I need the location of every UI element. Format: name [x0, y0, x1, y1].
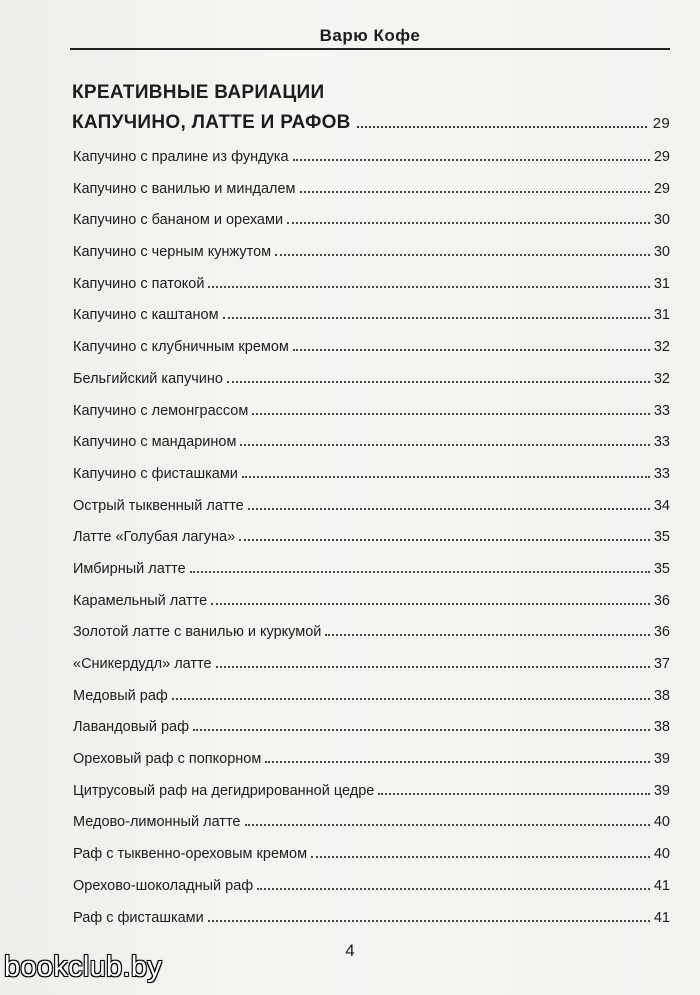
toc-entry-title: Капучино с черным кунжутом: [73, 244, 272, 261]
toc-entry-page: 32: [653, 339, 670, 356]
toc-entry[interactable]: [73, 719, 670, 751]
toc-entry-title: Капучино с каштаном: [73, 307, 219, 324]
dot-leader: [193, 729, 650, 731]
dot-leader: [227, 381, 650, 383]
dot-leader: [275, 254, 650, 256]
page-number: 4: [345, 941, 355, 960]
toc-entry[interactable]: [73, 814, 670, 846]
toc-entry[interactable]: [73, 244, 670, 276]
toc-entry-title: Ореховый раф с попкорном: [73, 751, 262, 768]
toc-entry[interactable]: [73, 149, 670, 181]
toc-entry-page: 29: [653, 149, 670, 165]
toc-entry-page: 40: [653, 846, 670, 863]
toc-entry-title: Золотой латте с ванилью и куркумой: [73, 624, 322, 641]
toc-entry-page: 36: [653, 624, 670, 641]
dot-leader: [211, 603, 650, 605]
toc-entry[interactable]: [73, 307, 670, 339]
toc-entry-page: 40: [653, 814, 670, 831]
toc-entry-title: Раф с тыквенно-ореховым кремом: [73, 846, 308, 863]
toc-entry-title: «Сникердудл» латте: [73, 656, 212, 672]
toc-entry-title: Медовый раф: [73, 687, 168, 704]
toc-entry-page: 41: [653, 877, 670, 894]
toc-entry-page: 36: [653, 592, 670, 609]
toc-entry-title: Капучино с патокой: [73, 275, 205, 292]
dot-leader: [216, 666, 650, 668]
dot-leader: [357, 126, 647, 128]
toc-entry[interactable]: [73, 529, 670, 561]
toc-entry-page: 39: [653, 782, 670, 799]
dot-leader: [287, 222, 650, 224]
toc-entry[interactable]: [73, 498, 670, 530]
toc-entry[interactable]: [73, 339, 670, 371]
toc-entry[interactable]: [73, 466, 670, 498]
dot-leader: [239, 539, 650, 541]
toc-entry-page: 31: [653, 307, 670, 324]
section-heading-line2-row: [72, 108, 670, 139]
dot-leader: [265, 761, 650, 763]
toc-entry[interactable]: [73, 688, 670, 720]
toc-entry[interactable]: [73, 656, 670, 688]
toc-entry[interactable]: [73, 846, 670, 878]
toc-entry-title: Капучино с лемонграссом: [73, 402, 249, 419]
toc-entry[interactable]: [73, 371, 670, 403]
dot-leader: [245, 824, 650, 826]
toc-entry[interactable]: [73, 593, 670, 625]
dot-leader: [325, 634, 649, 636]
toc-entry-page: 29: [653, 180, 670, 197]
toc-entry-title: Бельгийский капучино: [73, 370, 223, 387]
toc-entry[interactable]: [73, 434, 670, 466]
toc-entry[interactable]: [73, 751, 670, 783]
toc-entry-page: 37: [653, 656, 670, 672]
toc-entry-page: 33: [653, 434, 670, 451]
toc-entry-title: Острый тыквенный латте: [73, 497, 244, 514]
running-header: Варю Кофе: [319, 26, 421, 45]
section-heading-line1: КРЕАТИВНЫЕ ВАРИАЦИИ: [72, 82, 325, 103]
toc-entry-page: 32: [653, 370, 670, 387]
section-page-number: 29: [652, 115, 670, 132]
toc-entry-title: Капучино с бананом и орехами: [73, 212, 284, 229]
table-of-contents: [73, 149, 670, 941]
toc-entry-page: 35: [653, 529, 670, 546]
dot-leader: [190, 571, 650, 573]
dot-leader: [311, 856, 650, 858]
toc-entry-title: Капучино с клубничным кремом: [73, 339, 289, 356]
toc-entry[interactable]: [73, 783, 670, 815]
toc-entry-page: 38: [653, 719, 670, 736]
toc-entry-title: Латте «Голубая лагуна»: [73, 529, 236, 546]
toc-entry-title: Капучино с фисташками: [73, 465, 238, 482]
toc-entry-page: 38: [653, 687, 670, 704]
dot-leader: [248, 508, 650, 510]
toc-entry[interactable]: [73, 910, 670, 942]
toc-entry-title: Медово-лимонный латте: [73, 814, 241, 831]
toc-entry-page: 33: [653, 465, 670, 482]
toc-entry-title: Цитрусовый раф на дегидрированной цедре: [73, 782, 375, 799]
dot-leader: [293, 159, 650, 161]
toc-entry-page: 35: [653, 560, 670, 577]
toc-entry-title: Имбирный латте: [73, 560, 186, 577]
toc-entry-title: Лавандовый раф: [73, 719, 190, 736]
toc-entry-title: Капучино с ванилью и миндалем: [73, 180, 296, 197]
toc-entry-page: 41: [653, 909, 670, 926]
dot-leader: [257, 888, 650, 890]
section-heading-line2: КАПУЧИНО, ЛАТТЕ И РАФОВ: [72, 112, 351, 133]
toc-entry-title: Капучино с пралине из фундука: [73, 149, 289, 165]
toc-entry[interactable]: [73, 212, 670, 244]
toc-entry[interactable]: [73, 403, 670, 435]
toc-entry[interactable]: [73, 878, 670, 910]
header-divider: [70, 48, 670, 50]
dot-leader: [242, 476, 650, 478]
dot-leader: [300, 191, 650, 193]
dot-leader: [172, 698, 650, 700]
section-heading: [72, 78, 670, 139]
toc-entry[interactable]: [73, 624, 670, 656]
toc-entry-page: 39: [653, 751, 670, 768]
dot-leader: [208, 286, 649, 288]
dot-leader: [208, 920, 650, 922]
toc-entry[interactable]: [73, 276, 670, 308]
dot-leader: [223, 317, 650, 319]
toc-entry-page: 31: [653, 275, 670, 292]
toc-entry-title: Капучино с мандарином: [73, 434, 237, 451]
dot-leader: [293, 349, 650, 351]
toc-entry-page: 33: [653, 402, 670, 419]
dot-leader: [240, 444, 649, 446]
toc-entry-page: 30: [653, 212, 670, 229]
toc-entry[interactable]: [73, 561, 670, 593]
dot-leader: [252, 413, 650, 415]
toc-entry-title: Карамельный латте: [73, 592, 208, 609]
toc-entry-page: 34: [653, 497, 670, 514]
toc-entry-page: 30: [653, 244, 670, 261]
watermark: bookclub.by: [4, 951, 163, 983]
toc-entry[interactable]: [73, 181, 670, 213]
dot-leader: [378, 793, 650, 795]
toc-entry-title: Орехово-шоколадный раф: [73, 877, 254, 894]
toc-entry-title: Раф с фисташками: [73, 909, 204, 926]
